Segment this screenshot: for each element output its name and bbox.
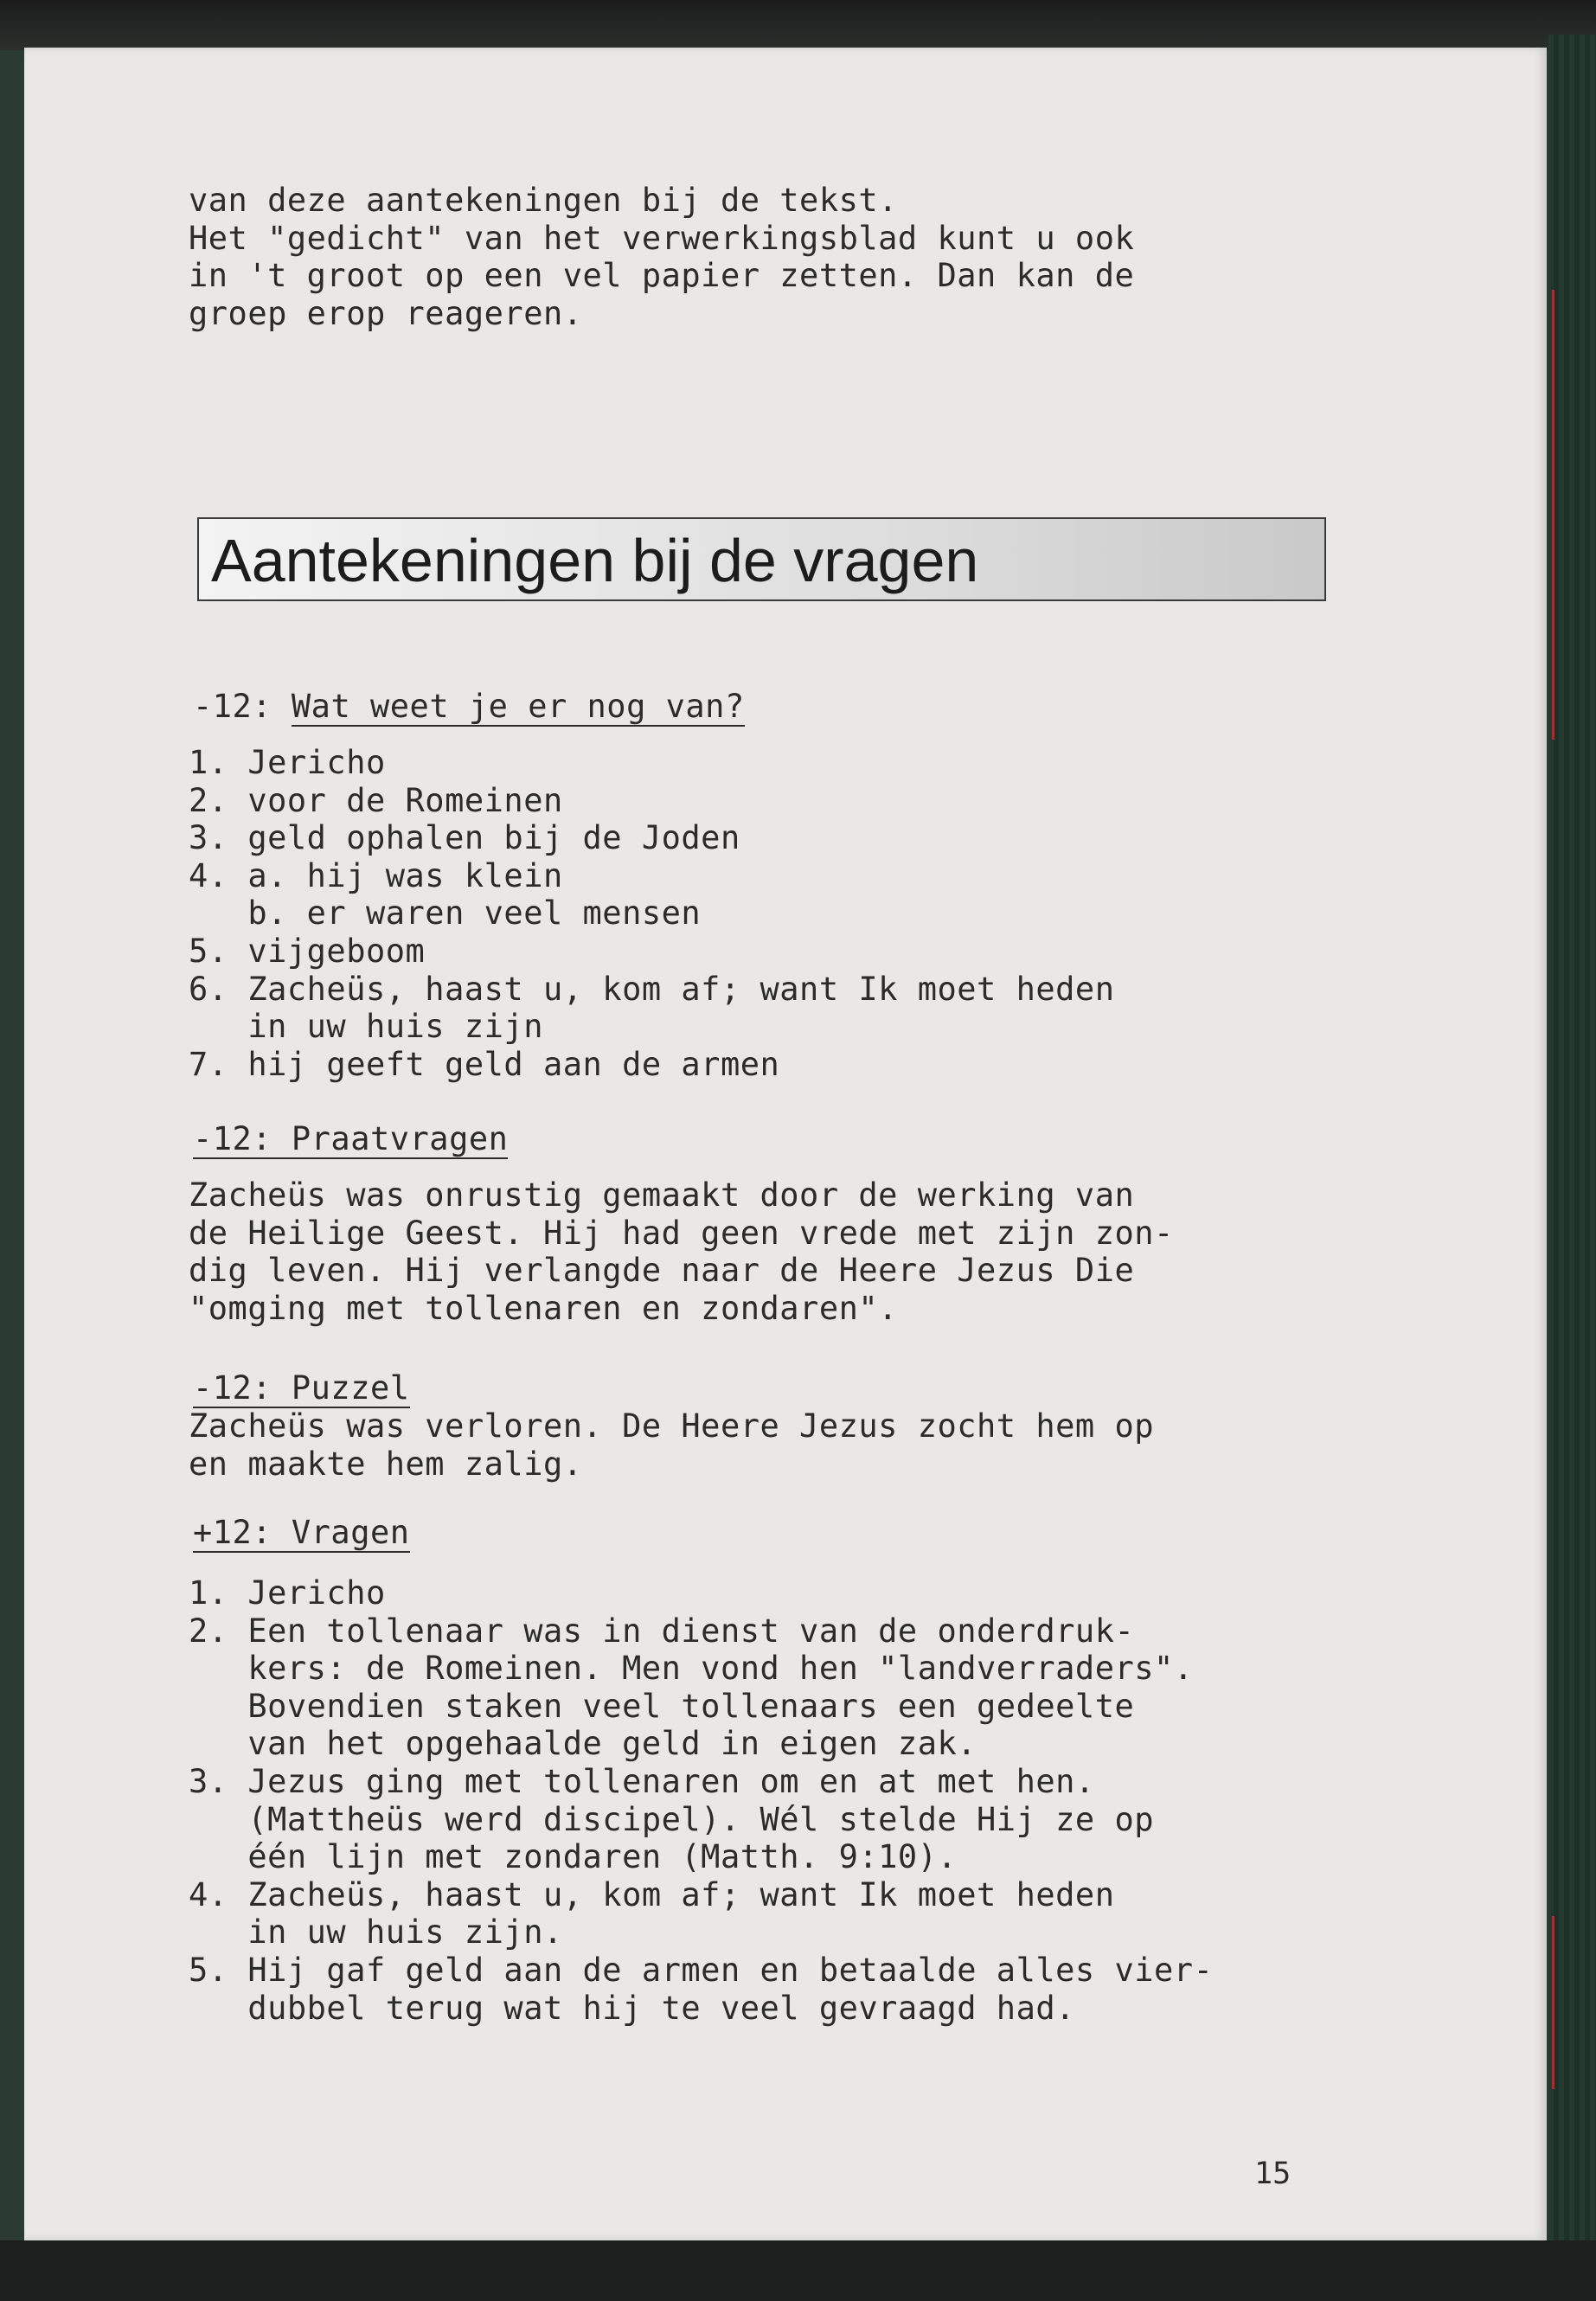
heading-title: Wat weet je er nog van? (291, 688, 745, 725)
paragraph-puzzel: Zacheüs was verloren. De Heere Jezus zocht hem op en maakte hem zalig. (189, 1407, 1155, 1483)
document-page (24, 48, 1547, 2240)
intro-paragraph: van deze aantekeningen bij de tekst. Het "gedicht" van het verwerkingsblad kunt u ook in 't groot op een vel papier zetten. Dan kan de groep erop reageren. (189, 182, 1135, 332)
page-number: 15 (1254, 2157, 1292, 2191)
section-title: Aantekeningen bij de vragen (211, 527, 979, 594)
heading-title: -12: Puzzel (193, 1369, 410, 1407)
page-edge-mark (1552, 290, 1554, 740)
answers-list-wat-weet-je: 1. Jericho 2. voor de Romeinen 3. geld ophalen bij de Joden 4. a. hij was klein b. er waren veel mensen 5. vijgeboom 6. Zacheüs, haast u, kom af; want Ik moet heden in uw huis zijn 7. hij geeft geld aan de armen (189, 744, 1115, 1083)
heading-praatvragen (193, 1120, 508, 1158)
heading-title: -12: Praatvragen (193, 1120, 509, 1157)
heading-puzzel (193, 1369, 410, 1407)
heading-prefix: -12: (193, 688, 292, 725)
binding-spine (1548, 35, 1596, 2249)
scan-bottom-border (0, 2240, 1596, 2301)
page-edge-mark (1552, 1916, 1554, 2089)
answers-list-vragen: 1. Jericho 2. Een tollenaar was in dienst van de onderdruk- kers: de Romeinen. Men vond hen "landverraders". Bovendien staken veel tollenaars een gedeelte van het opgehaalde geld in eigen zak. 3. Jezus ging met tollenaren om en at met hen. (Mattheüs werd discipel). Wél stelde Hij ze op één lijn met zondaren (Matth. 9:10). 4. Zacheüs, haast u, kom af; want Ik moet heden in uw huis zijn. 5. Hij gaf geld aan de armen en betaalde alles vier- dubbel terug wat hij te veel gevraagd had. (189, 1574, 1214, 2027)
section-banner (197, 517, 1326, 601)
paragraph-praatvragen: Zacheüs was onrustig gemaakt door de werking van de Heilige Geest. Hij had geen vrede met zijn zon- dig leven. Hij verlangde naar de Heere Jezus Die "omging met tollenaren en zondaren". (189, 1176, 1174, 1327)
scan-top-border (0, 0, 1596, 50)
heading-vragen (193, 1514, 410, 1552)
heading-title: +12: Vragen (193, 1514, 410, 1551)
heading-wat-weet-je (193, 688, 745, 726)
